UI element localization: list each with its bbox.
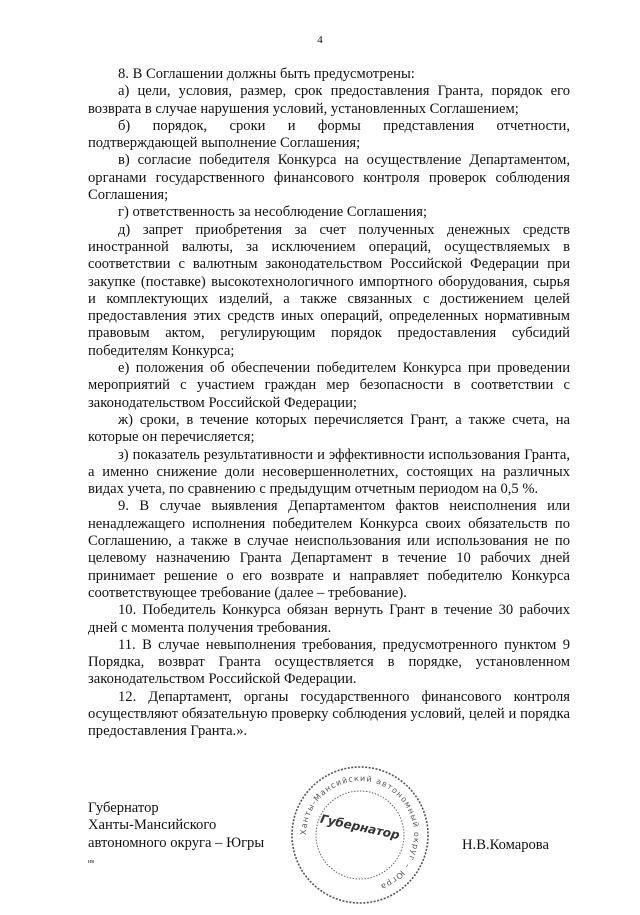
paragraph-8a: а) цели, условия, размер, срок предоставления Гранта, порядок его возврата в случае нарушения условий, установленных Соглашением; [88,83,570,117]
signatory-name: Н.В.Комарова [462,837,549,853]
paragraph-12: 12. Департамент, органы государственного финансового контроля осуществляют обязательную проверку соблюдения условий, целей и порядка предоставления Гранта.». [88,688,570,740]
paragraph-8: 8. В Соглашении должны быть предусмотрены: [118,66,415,82]
official-seal [285,760,435,910]
paragraph-8e: е) положения об обеспечении победителем Конкурса при проведении мероприятий с участием граждан мер безопасности в соответствии с законодательством Российской Федерации; [88,360,570,411]
seal-graphic [285,760,435,910]
paragraph-8v: в) согласие победителя Конкурса на осуществление Департаментом, органами государственного финансового контроля проверок соблюдения Соглашения; [88,152,570,204]
signatory-title-line: автономного округа – Югры [88,834,265,851]
paragraph-8zh: ж) сроки, в течение которых перечисляется Грант, а также счета, на которые он перечисляется; [88,411,570,446]
seal-label: Губернатор [319,811,401,843]
document-body [88,66,570,741]
paragraph-8g: г) ответственность за несоблюдение Соглашения; [118,204,427,221]
executor-initials: нв [88,859,95,865]
paragraph-9: 9. В случае выявления Департаментом фактов неисполнения или ненадлежащего исполнения победителем Конкурса своих обязательств по Соглашению, а также в случае неиспользования или использования не по целевому назначению Гранта Департамент в течение 10 рабочих дней принимает решение о его возврате и направляет победителю Конкурса соответствующее требование (далее – требование). [88,498,570,601]
paragraph-8b: б) порядок, сроки и формы представления отчетности, подтверждающей выполнение Соглашения; [88,117,570,152]
paragraph-10: 10. Победитель Конкурса обязан вернуть Грант в течение 30 рабочих дней с момента получения требования. [88,602,570,636]
seal-ring-text: Ханты-Мансийский автономный округ – Югра [298,773,422,892]
page-number: 4 [317,34,323,46]
signatory-title-line: Губернатор [88,800,159,816]
paragraph-8z: з) показатель результативности и эффективности использования Гранта, а именно снижение доли несовершеннолетних, состоящих на различных видах учета, по сравнению с предыдущим отчетным периодом на 0,5 %. [88,446,570,498]
paragraph-11: 11. В случае невыполнения требования, предусмотренного пунктом 9 Порядка, возврат Гранта осуществляется в порядке, установленном законодательством Российской Федерации. [88,636,570,688]
signatory-title-line: Ханты-Мансийского [88,817,217,834]
signatory-title [88,800,264,852]
paragraph-8d: д) запрет приобретения за счет полученных денежных средств иностранной валюты, за исключением операций, осуществляемых в соответствии с валютным законодательством Российской Федерации при закупке (поставке) высокотехнологичного импортного оборудования, сырья и комплектующих изделий, а также связанных с достижением целей предоставления этих средств иных операций, определенных нормативным правовым актом, регулирующим порядок предоставления субсидий победителям Конкурса; [88,221,570,359]
